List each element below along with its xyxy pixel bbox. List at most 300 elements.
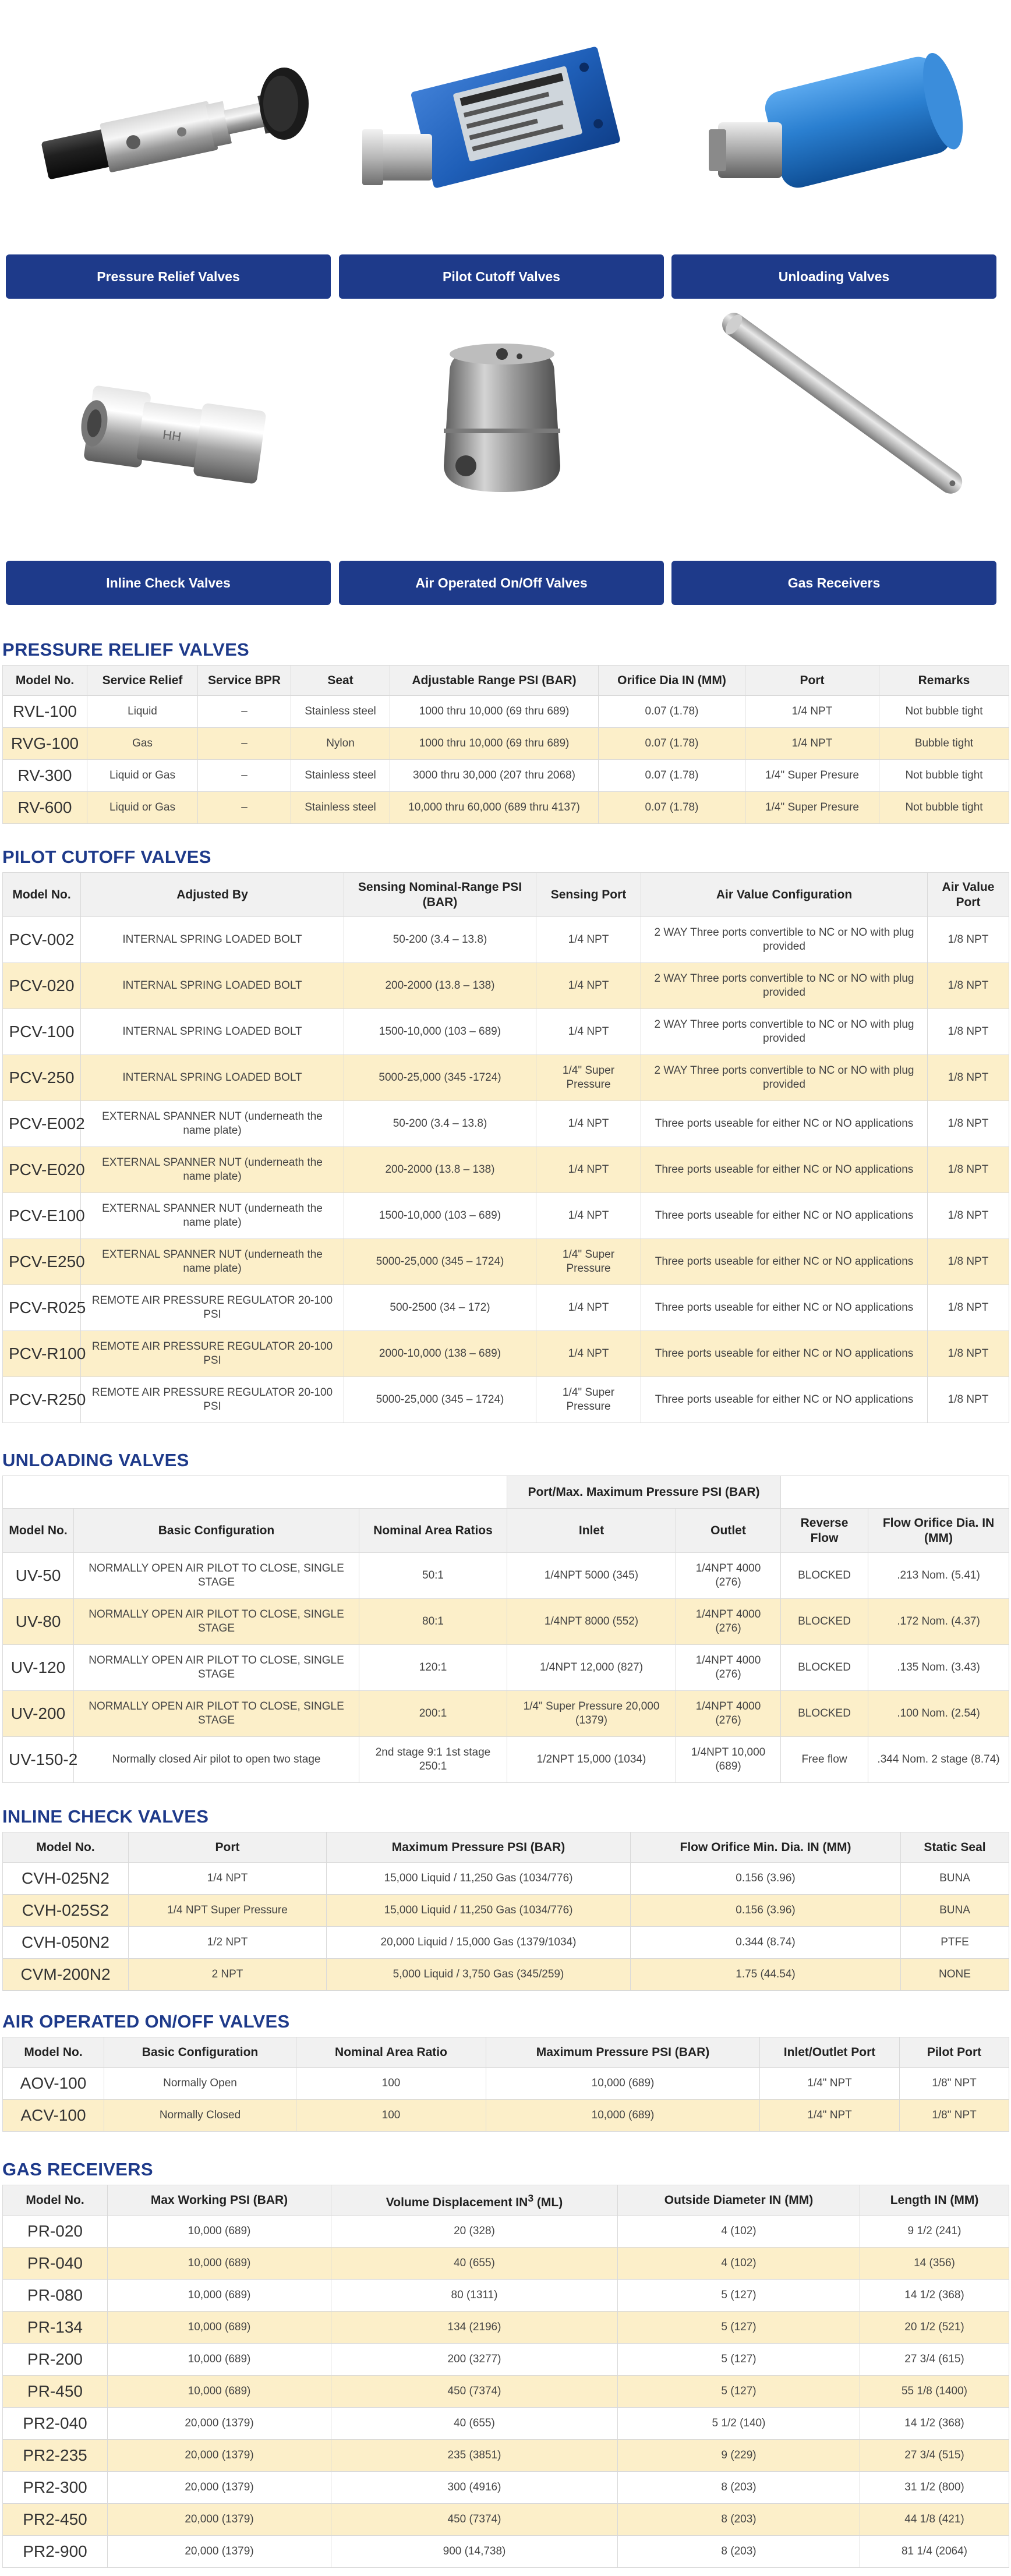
model-number-cell: PR2-235: [3, 2440, 108, 2472]
table-cell: .344 Nom. 2 stage (8.74): [868, 1737, 1009, 1783]
pressure-relief-valve-image: [6, 0, 331, 245]
table-cell: 10,000 (689): [108, 2312, 331, 2344]
inline-check-section: [2, 1805, 1009, 1991]
table-row: [3, 2216, 1009, 2248]
table-cell: 1/4" Super Pressure: [536, 1377, 641, 1423]
superscript: 3: [528, 2192, 534, 2204]
table-cell: 8 (203): [618, 2472, 860, 2504]
table-cell: –: [198, 696, 291, 728]
table-row: [3, 2408, 1009, 2440]
table-cell: Bubble tight: [879, 728, 1009, 760]
table-cell: 1/4NPT 8000 (552): [507, 1599, 676, 1645]
table-row: [3, 2472, 1009, 2504]
table-cell: 100: [296, 2100, 486, 2132]
table-cell: 10,000 (689): [108, 2280, 331, 2312]
table-cell: 2 WAY Three ports convertible to NC or NO with plug provided: [641, 1055, 928, 1101]
table-row: [3, 917, 1009, 963]
model-number-cell: UV-150-2: [3, 1737, 74, 1783]
table-cell: 1.75 (44.54): [631, 1959, 901, 1991]
table-cell: 2 WAY Three ports convertible to NC or NO with plug provided: [641, 1009, 928, 1055]
table-cell: .135 Nom. (3.43): [868, 1645, 1009, 1691]
column-header: Inlet: [507, 1509, 676, 1553]
table-cell: Liquid: [87, 696, 198, 728]
model-number-cell: PCV-020: [3, 963, 81, 1009]
table-cell: 20 1/2 (521): [860, 2312, 1009, 2344]
table-row: [3, 2376, 1009, 2408]
header-suffix: (ML): [533, 2195, 563, 2209]
model-number-cell: PR2-300: [3, 2472, 108, 2504]
table-row: [3, 1691, 1009, 1737]
table-cell: Three ports useable for either NC or NO applications: [641, 1147, 928, 1193]
table-cell: 31 1/2 (800): [860, 2472, 1009, 2504]
table-cell: 1/4 NPT: [536, 1285, 641, 1331]
table-cell: 0.156 (3.96): [631, 1863, 901, 1895]
table-cell: Not bubble tight: [879, 760, 1009, 792]
column-header: Service Relief: [87, 666, 198, 696]
table-cell: 14 1/2 (368): [860, 2280, 1009, 2312]
table-row: [3, 2068, 1009, 2100]
table-cell: 1000 thru 10,000 (69 thru 689): [390, 728, 599, 760]
column-header: Reverse Flow: [781, 1509, 868, 1553]
section-title: INLINE CHECK VALVES: [2, 1806, 209, 1827]
model-number-cell: CVH-050N2: [3, 1927, 129, 1959]
table-cell: 1/8 NPT: [928, 1377, 1009, 1423]
inline-check-table: [2, 1832, 1009, 1991]
section-title: AIR OPERATED ON/OFF VALVES: [2, 2011, 290, 2032]
table-cell: 5,000 Liquid / 3,750 Gas (345/259): [327, 1959, 631, 1991]
column-header: Port: [745, 666, 879, 696]
column-header: Remarks: [879, 666, 1009, 696]
model-number-cell: UV-80: [3, 1599, 74, 1645]
table-row: [3, 1737, 1009, 1783]
table-cell: BLOCKED: [781, 1553, 868, 1599]
table-cell: Normally Open: [104, 2068, 296, 2100]
table-cell: 0.344 (8.74): [631, 1927, 901, 1959]
table-cell: Stainless steel: [291, 792, 390, 824]
table-cell: Three ports useable for either NC or NO applications: [641, 1101, 928, 1147]
column-header: Sensing Port: [536, 873, 641, 917]
table-cell: 1/4" NPT: [760, 2068, 900, 2100]
pilot-cutoff-valves-button[interactable]: Pilot Cutoff Valves: [339, 254, 664, 299]
table-cell: 1/4NPT 12,000 (827): [507, 1645, 676, 1691]
table-row: [3, 1863, 1009, 1895]
table-cell: 1/2 NPT: [129, 1927, 327, 1959]
column-header: Orifice Dia IN (MM): [599, 666, 745, 696]
table-cell: 10,000 (689): [486, 2100, 760, 2132]
table-cell: 1/8 NPT: [928, 1331, 1009, 1377]
table-cell: –: [198, 792, 291, 824]
table-row: [3, 2248, 1009, 2280]
table-cell: 1/4 NPT: [536, 1101, 641, 1147]
column-header: Outlet: [676, 1509, 781, 1553]
table-row: [3, 2536, 1009, 2568]
inline-check-valve-image: [6, 291, 331, 536]
table-row: [3, 1599, 1009, 1645]
column-header: Model No.: [3, 2185, 108, 2216]
table-cell: 1/4NPT 4000 (276): [676, 1691, 781, 1737]
column-header: Service BPR: [198, 666, 291, 696]
table-row: [3, 792, 1009, 824]
table-cell: Gas: [87, 728, 198, 760]
table-cell: REMOTE AIR PRESSURE REGULATOR 20-100 PSI: [81, 1285, 344, 1331]
column-header: Nominal Area Ratios: [359, 1509, 507, 1553]
table-cell: 1/4 NPT: [129, 1863, 327, 1895]
table-cell: 5000-25,000 (345 – 1724): [344, 1377, 536, 1423]
table-cell: 100: [296, 2068, 486, 2100]
model-number-cell: PR2-450: [3, 2504, 108, 2536]
model-number-cell: RV-600: [3, 792, 87, 824]
model-number-cell: PCV-E250: [3, 1239, 81, 1285]
table-cell: Three ports useable for either NC or NO applications: [641, 1193, 928, 1239]
table-row: [3, 2344, 1009, 2376]
table-cell: 1/8" NPT: [900, 2100, 1009, 2132]
table-cell: 1/4" Super Pressure: [536, 1239, 641, 1285]
pilot-cutoff-valve-image: [339, 0, 664, 245]
column-header: Seat: [291, 666, 390, 696]
table-cell: 134 (2196): [331, 2312, 618, 2344]
table-cell: 10,000 thru 60,000 (689 thru 4137): [390, 792, 599, 824]
table-cell: 44 1/8 (421): [860, 2504, 1009, 2536]
table-cell: 1/8 NPT: [928, 1285, 1009, 1331]
model-number-cell: PCV-R025: [3, 1285, 81, 1331]
table-cell: 1/4 NPT: [745, 696, 879, 728]
model-number-cell: PCV-R250: [3, 1377, 81, 1423]
table-cell: 1/4 NPT: [536, 963, 641, 1009]
model-number-cell: RVG-100: [3, 728, 87, 760]
table-cell: 2000-10,000 (138 – 689): [344, 1331, 536, 1377]
table-cell: 80:1: [359, 1599, 507, 1645]
table-cell: 0.07 (1.78): [599, 696, 745, 728]
pressure-relief-valves-button[interactable]: Pressure Relief Valves: [6, 254, 331, 299]
table-cell: Stainless steel: [291, 760, 390, 792]
table-cell: NORMALLY OPEN AIR PILOT TO CLOSE, SINGLE STAGE: [74, 1691, 359, 1737]
table-cell: 20,000 Liquid / 15,000 Gas (1379/1034): [327, 1927, 631, 1959]
table-cell: 1/8 NPT: [928, 1055, 1009, 1101]
table-cell: 5000-25,000 (345 -1724): [344, 1055, 536, 1101]
table-cell: 1/8 NPT: [928, 917, 1009, 963]
table-cell: 1500-10,000 (103 – 689): [344, 1193, 536, 1239]
table-cell: 0.07 (1.78): [599, 760, 745, 792]
table-cell: 200-2000 (13.8 – 138): [344, 1147, 536, 1193]
table-cell: Liquid or Gas: [87, 792, 198, 824]
table-row: [3, 1239, 1009, 1285]
table-cell: 1/4" Super Pressure: [536, 1055, 641, 1101]
column-header: Pilot Port: [900, 2037, 1009, 2068]
model-number-cell: PCV-100: [3, 1009, 81, 1055]
table-cell: 1/8" NPT: [900, 2068, 1009, 2100]
table-cell: 500-2500 (34 – 172): [344, 1285, 536, 1331]
table-cell: .100 Nom. (2.54): [868, 1691, 1009, 1737]
column-header: Model No.: [3, 2037, 104, 2068]
table-row: [3, 1009, 1009, 1055]
table-cell: REMOTE AIR PRESSURE REGULATOR 20-100 PSI: [81, 1377, 344, 1423]
table-cell: 1/8 NPT: [928, 1147, 1009, 1193]
table-cell: 15,000 Liquid / 11,250 Gas (1034/776): [327, 1895, 631, 1927]
unloading-valve-image: [671, 0, 996, 245]
table-cell: 14 (356): [860, 2248, 1009, 2280]
table-cell: Three ports useable for either NC or NO applications: [641, 1239, 928, 1285]
table-cell: 20,000 (1379): [108, 2440, 331, 2472]
table-cell: 5 (127): [618, 2376, 860, 2408]
model-number-cell: CVH-025N2: [3, 1863, 129, 1895]
model-number-cell: PCV-E100: [3, 1193, 81, 1239]
column-header: Sensing Nominal-Range PSI (BAR): [344, 873, 536, 917]
table-cell: 1/4NPT 4000 (276): [676, 1645, 781, 1691]
table-cell: 27 3/4 (515): [860, 2440, 1009, 2472]
pilot-cutoff-table: [2, 872, 1009, 1423]
table-cell: EXTERNAL SPANNER NUT (underneath the name plate): [81, 1193, 344, 1239]
column-header: Length IN (MM): [860, 2185, 1009, 2216]
table-cell: EXTERNAL SPANNER NUT (underneath the name plate): [81, 1101, 344, 1147]
table-cell: NORMALLY OPEN AIR PILOT TO CLOSE, SINGLE STAGE: [74, 1553, 359, 1599]
table-cell: 1/4 NPT Super Pressure: [129, 1895, 327, 1927]
model-number-cell: PR2-900: [3, 2536, 108, 2568]
table-cell: 1/4 NPT: [536, 1147, 641, 1193]
table-cell: BLOCKED: [781, 1599, 868, 1645]
table-cell: 1/8 NPT: [928, 1193, 1009, 1239]
table-cell: 9 (229): [618, 2440, 860, 2472]
model-number-cell: PCV-E002: [3, 1101, 81, 1147]
column-header: Nominal Area Ratio: [296, 2037, 486, 2068]
column-header: Model No.: [3, 1509, 74, 1553]
gas-receivers-section: [2, 2158, 1009, 2568]
table-cell: Stainless steel: [291, 696, 390, 728]
table-cell: Normally closed Air pilot to open two stage: [74, 1737, 359, 1783]
table-cell: 80 (1311): [331, 2280, 618, 2312]
table-cell: INTERNAL SPRING LOADED BOLT: [81, 1055, 344, 1101]
table-row: [3, 1553, 1009, 1599]
table-cell: 40 (655): [331, 2248, 618, 2280]
air-operated-table: [2, 2037, 1009, 2132]
unloading-table: [2, 1475, 1009, 1783]
table-cell: 900 (14,738): [331, 2536, 618, 2568]
table-cell: 0.156 (3.96): [631, 1895, 901, 1927]
model-number-cell: RV-300: [3, 760, 87, 792]
column-header: Model No.: [3, 666, 87, 696]
table-cell: 10,000 (689): [486, 2068, 760, 2100]
table-row: [3, 1927, 1009, 1959]
table-row: [3, 1377, 1009, 1423]
table-cell: 5 (127): [618, 2344, 860, 2376]
table-cell: 27 3/4 (615): [860, 2344, 1009, 2376]
table-cell: 8 (203): [618, 2536, 860, 2568]
model-number-cell: PR-450: [3, 2376, 108, 2408]
table-row: [3, 2100, 1009, 2132]
table-cell: 3000 thru 30,000 (207 thru 2068): [390, 760, 599, 792]
model-number-cell: PR-040: [3, 2248, 108, 2280]
pilot-cutoff-section: [2, 845, 1009, 1423]
table-cell: 1/4" NPT: [760, 2100, 900, 2132]
model-number-cell: PCV-250: [3, 1055, 81, 1101]
model-number-cell: PR-134: [3, 2312, 108, 2344]
table-row: [3, 1147, 1009, 1193]
gas-receivers-button[interactable]: Gas Receivers: [671, 561, 996, 605]
model-number-cell: PCV-002: [3, 917, 81, 963]
table-cell: 4 (102): [618, 2248, 860, 2280]
table-cell: .172 Nom. (4.37): [868, 1599, 1009, 1645]
table-cell: Not bubble tight: [879, 696, 1009, 728]
gas-receivers-table: [2, 2185, 1009, 2568]
pressure-relief-table: [2, 665, 1009, 824]
table-row: [3, 963, 1009, 1009]
air-operated-valve-image: [339, 291, 664, 536]
table-cell: 5000-25,000 (345 – 1724): [344, 1239, 536, 1285]
air-operated-section: [2, 2010, 1009, 2132]
table-cell: 450 (7374): [331, 2504, 618, 2536]
model-number-cell: UV-50: [3, 1553, 74, 1599]
section-title: PILOT CUTOFF VALVES: [2, 847, 211, 867]
table-cell: 20 (328): [331, 2216, 618, 2248]
model-number-cell: RVL-100: [3, 696, 87, 728]
table-cell: Three ports useable for either NC or NO applications: [641, 1285, 928, 1331]
table-cell: NORMALLY OPEN AIR PILOT TO CLOSE, SINGLE STAGE: [74, 1599, 359, 1645]
table-row: [3, 1959, 1009, 1991]
table-cell: 1/4 NPT: [536, 1193, 641, 1239]
unloading-section: [2, 1449, 1009, 1783]
table-row: [3, 760, 1009, 792]
port-group-header: Port/Max. Maximum Pressure PSI (BAR): [507, 1476, 781, 1509]
table-cell: 200 (3277): [331, 2344, 618, 2376]
column-header: Model No.: [3, 873, 81, 917]
table-cell: 1/4 NPT: [536, 1009, 641, 1055]
table-cell: 50-200 (3.4 – 13.8): [344, 1101, 536, 1147]
model-number-cell: PR2-040: [3, 2408, 108, 2440]
column-header: Air Value Port: [928, 873, 1009, 917]
model-number-cell: CVM-200N2: [3, 1959, 129, 1991]
table-row: [3, 2504, 1009, 2536]
table-cell: 4 (102): [618, 2216, 860, 2248]
table-cell: 1000 thru 10,000 (69 thru 689): [390, 696, 599, 728]
table-cell: .213 Nom. (5.41): [868, 1553, 1009, 1599]
table-cell: Normally Closed: [104, 2100, 296, 2132]
column-header: Air Value Configuration: [641, 873, 928, 917]
model-number-cell: UV-120: [3, 1645, 74, 1691]
model-number-cell: PR-080: [3, 2280, 108, 2312]
table-cell: 81 1/4 (2064): [860, 2536, 1009, 2568]
column-header: Volume Displacement $IN^3$ (ML): [331, 2185, 618, 2216]
model-number-cell: AOV-100: [3, 2068, 104, 2100]
table-cell: 15,000 Liquid / 11,250 Gas (1034/776): [327, 1863, 631, 1895]
table-cell: 55 1/8 (1400): [860, 2376, 1009, 2408]
table-cell: 1500-10,000 (103 – 689): [344, 1009, 536, 1055]
table-cell: 1/4NPT 4000 (276): [676, 1599, 781, 1645]
table-cell: BUNA: [901, 1863, 1009, 1895]
table-cell: 1/8 NPT: [928, 1239, 1009, 1285]
table-cell: 20,000 (1379): [108, 2408, 331, 2440]
column-header: Outside Diameter IN (MM): [618, 2185, 860, 2216]
table-cell: –: [198, 728, 291, 760]
model-number-cell: ACV-100: [3, 2100, 104, 2132]
table-row: [3, 2440, 1009, 2472]
model-number-cell: PCV-E020: [3, 1147, 81, 1193]
inline-check-valves-button[interactable]: Inline Check Valves: [6, 561, 331, 605]
section-title: UNLOADING VALVES: [2, 1450, 189, 1470]
column-header: Adjustable Range PSI (BAR): [390, 666, 599, 696]
gas-receiver-image: [671, 291, 996, 536]
column-header: Maximum Pressure PSI (BAR): [327, 1832, 631, 1863]
model-number-cell: UV-200: [3, 1691, 74, 1737]
table-cell: Free flow: [781, 1737, 868, 1783]
table-cell: 10,000 (689): [108, 2376, 331, 2408]
table-cell: 1/4" Super Pressure 20,000 (1379): [507, 1691, 676, 1737]
column-header: Basic Configuration: [104, 2037, 296, 2068]
table-cell: 1/4 NPT: [745, 728, 879, 760]
table-cell: 200-2000 (13.8 – 138): [344, 963, 536, 1009]
table-cell: 40 (655): [331, 2408, 618, 2440]
table-cell: 50-200 (3.4 – 13.8): [344, 917, 536, 963]
table-cell: EXTERNAL SPANNER NUT (underneath the name plate): [81, 1239, 344, 1285]
table-cell: Liquid or Gas: [87, 760, 198, 792]
pressure-relief-section: [2, 638, 1009, 824]
table-cell: NONE: [901, 1959, 1009, 1991]
table-cell: INTERNAL SPRING LOADED BOLT: [81, 963, 344, 1009]
table-cell: 450 (7374): [331, 2376, 618, 2408]
table-cell: 1/8 NPT: [928, 963, 1009, 1009]
table-cell: Three ports useable for either NC or NO applications: [641, 1331, 928, 1377]
table-cell: 2 WAY Three ports convertible to NC or NO with plug provided: [641, 963, 928, 1009]
column-header: Max Working PSI (BAR): [108, 2185, 331, 2216]
column-header: Static Seal: [901, 1832, 1009, 1863]
table-cell: EXTERNAL SPANNER NUT (underneath the name plate): [81, 1147, 344, 1193]
table-cell: 50:1: [359, 1553, 507, 1599]
table-cell: 2nd stage 9:1 1st stage 250:1: [359, 1737, 507, 1783]
air-operated-valves-button[interactable]: Air Operated On/Off Valves: [339, 561, 664, 605]
table-cell: 8 (203): [618, 2504, 860, 2536]
table-cell: 20,000 (1379): [108, 2472, 331, 2504]
table-cell: 0.07 (1.78): [599, 792, 745, 824]
table-cell: 5 (127): [618, 2312, 860, 2344]
column-header: Inlet/Outlet Port: [760, 2037, 900, 2068]
table-cell: 1/4NPT 4000 (276): [676, 1553, 781, 1599]
model-number-cell: PR-020: [3, 2216, 108, 2248]
model-number-cell: CVH-025S2: [3, 1895, 129, 1927]
table-cell: 2 WAY Three ports convertible to NC or NO with plug provided: [641, 917, 928, 963]
unloading-valves-button[interactable]: Unloading Valves: [671, 254, 996, 299]
table-cell: –: [198, 760, 291, 792]
table-cell: 10,000 (689): [108, 2344, 331, 2376]
column-header: Basic Configuration: [74, 1509, 359, 1553]
table-cell: 1/4 NPT: [536, 1331, 641, 1377]
column-header: Adjusted By: [81, 873, 344, 917]
table-cell: REMOTE AIR PRESSURE REGULATOR 20-100 PSI: [81, 1331, 344, 1377]
table-cell: INTERNAL SPRING LOADED BOLT: [81, 917, 344, 963]
column-header: Port: [129, 1832, 327, 1863]
model-number-cell: PCV-R100: [3, 1331, 81, 1377]
table-cell: 2 NPT: [129, 1959, 327, 1991]
table-cell: 14 1/2 (368): [860, 2408, 1009, 2440]
table-row: [3, 1193, 1009, 1239]
column-header: Flow Orifice Min. Dia. IN (MM): [631, 1832, 901, 1863]
column-header: Flow Orifice Dia. IN (MM): [868, 1509, 1009, 1553]
table-cell: 1/4NPT 10,000 (689): [676, 1737, 781, 1783]
table-row: [3, 1645, 1009, 1691]
table-row: [3, 1055, 1009, 1101]
table-cell: 235 (3851): [331, 2440, 618, 2472]
table-row: [3, 696, 1009, 728]
table-cell: 1/8 NPT: [928, 1101, 1009, 1147]
table-cell: 0.07 (1.78): [599, 728, 745, 760]
table-cell: NORMALLY OPEN AIR PILOT TO CLOSE, SINGLE STAGE: [74, 1645, 359, 1691]
table-row: [3, 1331, 1009, 1377]
table-cell: 5 (127): [618, 2280, 860, 2312]
table-row: [3, 1895, 1009, 1927]
table-cell: Nylon: [291, 728, 390, 760]
table-cell: 20,000 (1379): [108, 2536, 331, 2568]
table-cell: 120:1: [359, 1645, 507, 1691]
table-cell: 9 1/2 (241): [860, 2216, 1009, 2248]
table-cell: Three ports useable for either NC or NO applications: [641, 1377, 928, 1423]
column-header: Maximum Pressure PSI (BAR): [486, 2037, 760, 2068]
